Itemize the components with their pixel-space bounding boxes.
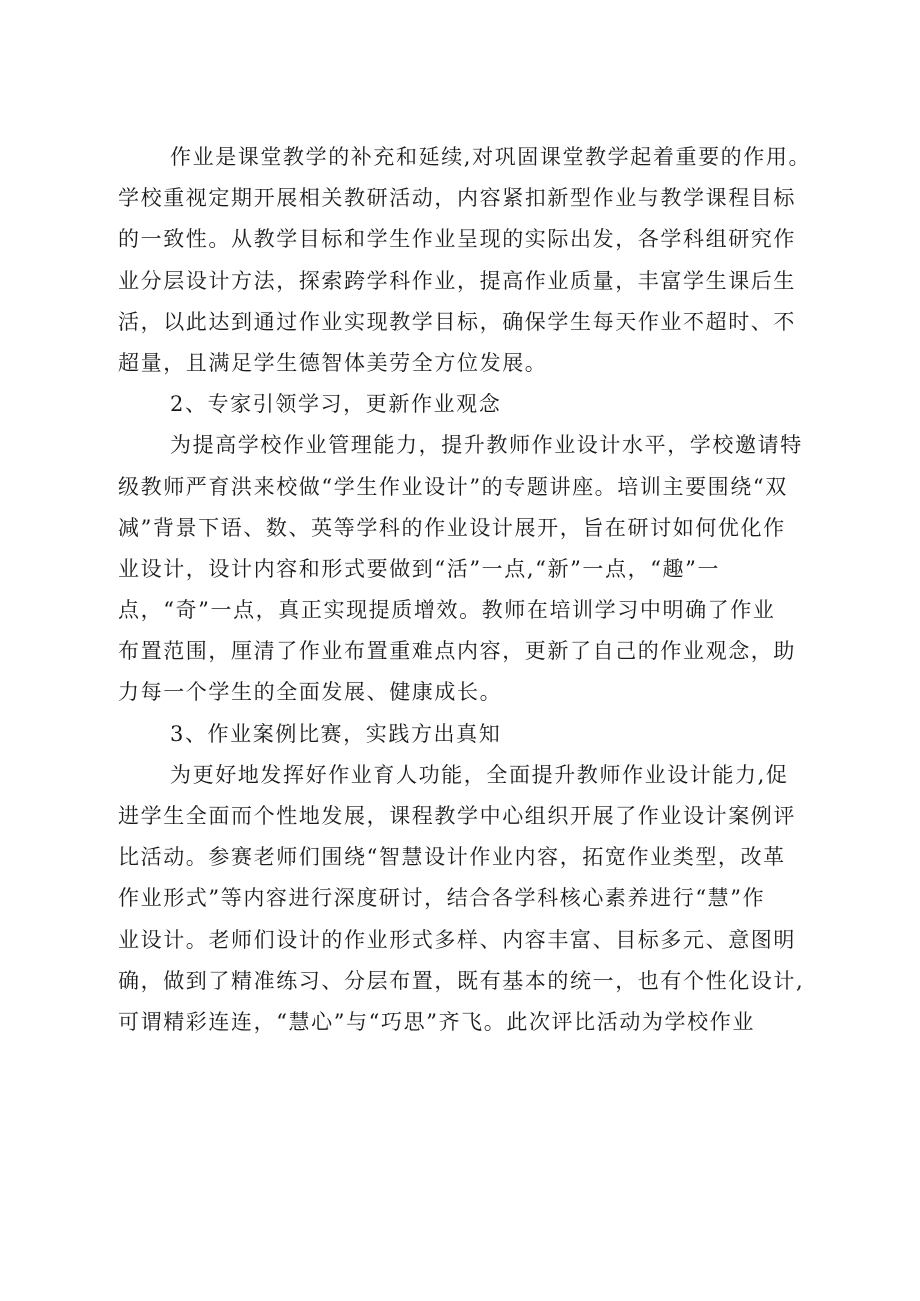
paragraph-3-line-7: 可谓精彩连连，“慧心”与“巧思”齐飞。此次评比活动为学校作业 xyxy=(118,1009,755,1034)
paragraph-2-line-6: 布置范围，厘清了作业布置重难点内容，更新了自己的作业观念，助 xyxy=(118,639,796,664)
paragraph-3-line-4: 作业形式”等内容进行深度研讨，结合各学科核心素养进行“慧”作 xyxy=(118,886,766,911)
paragraph-3-line-6: 确，做到了精准练习、分层布置，既有基本的统一，也有个性化设计, xyxy=(118,968,805,993)
paragraph-3-line-2: 进学生全面而个性地发展，课程教学中心组织开展了作业设计案例评 xyxy=(118,804,796,828)
paragraph-1-line-1: 作业是课堂教学的补充和延续,对巩固课堂教学起着重要的作用。 xyxy=(170,145,812,169)
paragraph-1-line-3: 的一致性。从教学目标和学生作业呈现的实际出发，各学科组研究作 xyxy=(118,227,796,252)
paragraph-2-line-5: 点，“奇”一点，真正实现提质增效。教师在培训学习中明确了作业 xyxy=(118,598,776,623)
paragraph-3-line-1: 为更好地发挥好作业育人功能，全面提升教师作业设计能力,促 xyxy=(170,762,789,787)
document-body xyxy=(118,140,818,1046)
paragraph-2-line-7: 力每一个学生的全面发展、健康成长。 xyxy=(118,680,503,705)
paragraph-1-line-6: 超量，且满足学生德智体美劳全方位发展。 xyxy=(118,350,548,375)
paragraph-2-line-1: 为提高学校作业管理能力，提升教师作业设计水平，学校邀请特 xyxy=(170,433,803,458)
paragraph-3-line-3: 比活动。参赛老师们围绕“智慧设计作业内容，拓宽作业类型，改革 xyxy=(118,845,786,870)
paragraph-2-line-2: 级教师严育洪来校做“学生作业设计”的专题讲座。培训主要围绕“双 xyxy=(118,474,788,499)
paragraph-2-line-3: 减”背景下语、数、英等学科的作业设计展开，旨在研讨如何优化作 xyxy=(118,515,786,540)
section-heading-2: 2、专家引领学习，更新作业观念 xyxy=(170,392,502,417)
paragraph-3-line-5: 业设计。老师们设计的作业形式多样、内容丰富、目标多元、意图明 xyxy=(118,927,796,952)
paragraph-1-line-4: 业分层设计方法，探索跨学科作业，提高作业质量，丰富学生课后生 xyxy=(118,268,796,293)
section-heading-3: 3、作业案例比赛，实践方出真知 xyxy=(170,721,502,746)
paragraph-1-line-5: 活，以此达到通过作业实现教学目标，确保学生每天作业不超时、不 xyxy=(118,309,796,334)
paragraph-1-line-2: 学校重视定期开展相关教研活动，内容紧扣新型作业与教学课程目标 xyxy=(118,186,796,211)
paragraph-2-line-4: 业设计，设计内容和形式要做到“活”一点,“新”一点，“趣”一 xyxy=(118,556,721,581)
